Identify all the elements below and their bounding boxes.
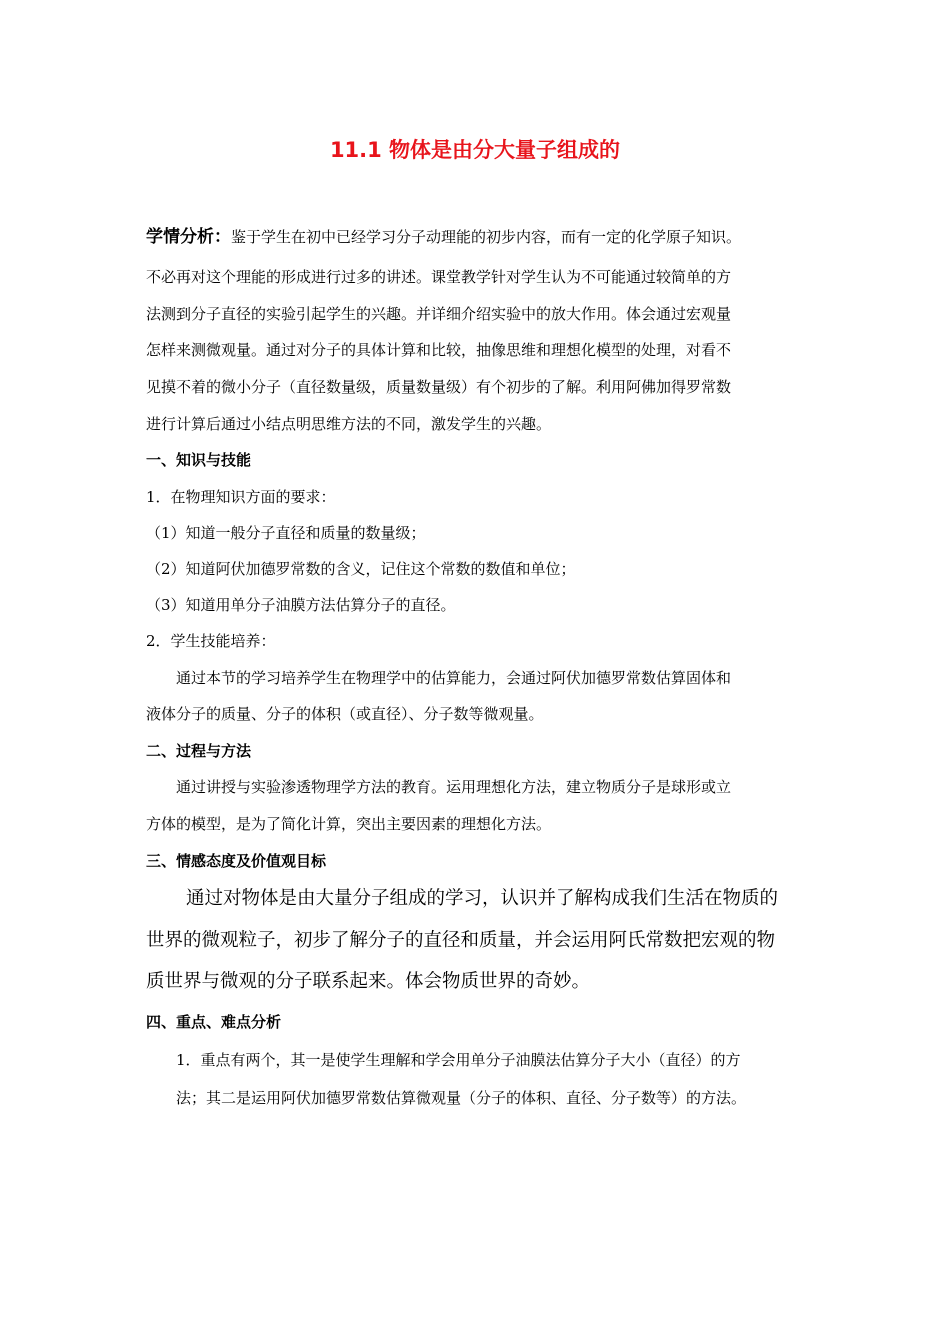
paragraph-line: 世界的微观粒子，初步了解分子的直径和质量，并会运用阿氏常数把宏观的物 bbox=[146, 930, 776, 951]
paragraph-line: 方体的模型，是为了简化计算，突出主要因素的理想化方法。 bbox=[146, 815, 552, 833]
list-subitem: （1）知道一般分子直径和质量的数量级； bbox=[146, 524, 426, 542]
section-heading-knowledge: 一、知识与技能 bbox=[146, 451, 252, 469]
section-heading-process: 二、过程与方法 bbox=[146, 742, 252, 760]
paragraph-line: 液体分子的质量、分子的体积（或直径）、分子数等微观量。 bbox=[146, 705, 544, 723]
analysis-line: 不必再对这个理能的形成进行过多的讲述。课堂教学针对学生认为不可能通过较简单的方 bbox=[146, 268, 732, 286]
list-item: 1．在物理知识方面的要求： bbox=[146, 488, 336, 506]
paragraph-line: 通过本节的学习培养学生在物理学中的估算能力，会通过阿伏加德罗常数估算固体和 bbox=[176, 669, 732, 687]
analysis-line: 法测到分子直径的实验引起学生的兴趣。并详细介绍实验中的放大作用。体会通过宏观量 bbox=[146, 305, 732, 323]
list-item: 2．学生技能培养： bbox=[146, 632, 276, 650]
list-subitem: （3）知道用单分子油膜方法估算分子的直径。 bbox=[146, 596, 456, 614]
analysis-text: 鉴于学生在初中已经学习分子动理能的初步内容，而有一定的化学原子知识。 bbox=[231, 228, 742, 246]
analysis-line: 怎样来测微观量。通过对分子的具体计算和比较，抽像思维和理想化模型的处理，对看不 bbox=[146, 341, 732, 359]
analysis-label: 学情分析： bbox=[146, 227, 231, 247]
section-heading-attitude: 三、情感态度及价值观目标 bbox=[146, 852, 327, 870]
analysis-line: 进行计算后通过小结点明思维方法的不同，激发学生的兴趣。 bbox=[146, 415, 552, 433]
paragraph-line: 1．重点有两个，其一是使学生理解和学会用单分子油膜法估算分子大小（直径）的方 bbox=[176, 1051, 741, 1069]
section-heading-keypoints: 四、重点、难点分析 bbox=[146, 1013, 282, 1031]
page-title: 11.1 物体是由分大量子组成的 bbox=[329, 138, 621, 162]
paragraph-line: 法；其二是运用阿伏加德罗常数估算微观量（分子的体积、直径、分子数等）的方法。 bbox=[176, 1089, 747, 1107]
paragraph-line: 质世界与微观的分子联系起来。体会物质世界的奇妙。 bbox=[146, 971, 591, 992]
list-subitem: （2）知道阿伏加德罗常数的含义，记住这个常数的数值和单位； bbox=[146, 560, 576, 578]
paragraph-line: 通过对物体是由大量分子组成的学习，认识并了解构成我们生活在物质的 bbox=[186, 888, 779, 909]
paragraph-line: 通过讲授与实验渗透物理学方法的教育。运用理想化方法，建立物质分子是球形或立 bbox=[176, 778, 732, 796]
analysis-first-line bbox=[146, 227, 741, 247]
analysis-line: 见摸不着的微小分子（直径数量级，质量数量级）有个初步的了解。利用阿佛加得罗常数 bbox=[146, 378, 732, 396]
